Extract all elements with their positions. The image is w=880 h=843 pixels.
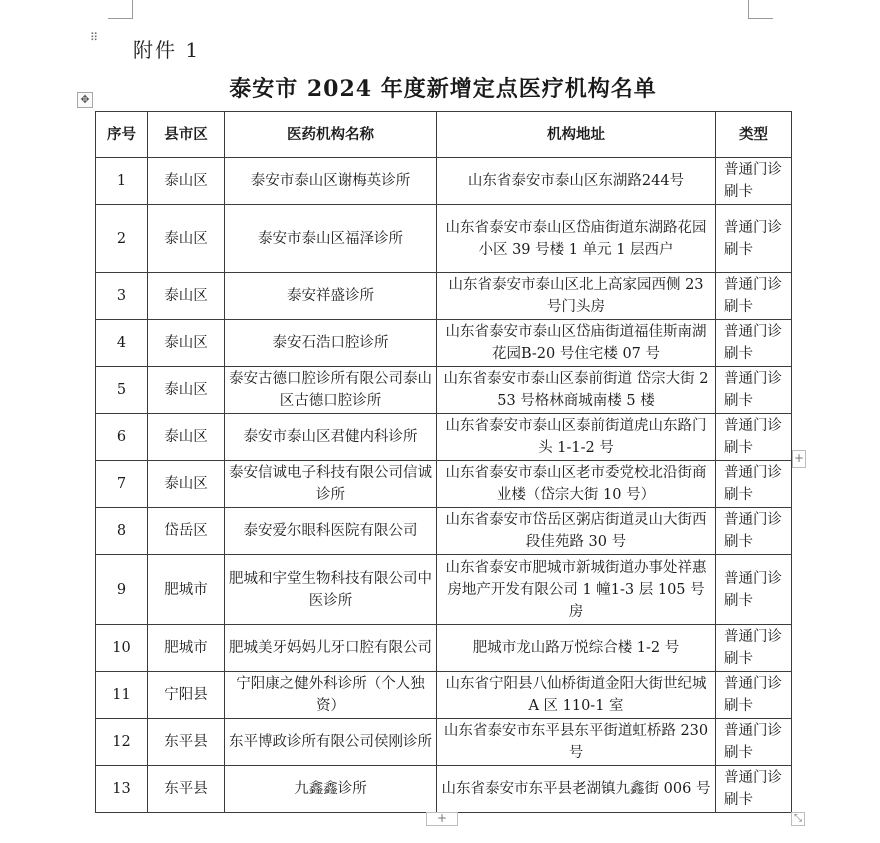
document-title: 泰安市 2024 年度新增定点医疗机构名单: [229, 76, 657, 102]
cell-institution-name: 泰安石浩口腔诊所: [225, 320, 437, 367]
cell-district: 泰山区: [148, 461, 225, 508]
cell-institution-name: 泰安市泰山区君健内科诊所: [225, 414, 437, 461]
cell-institution-name: 宁阳康之健外科诊所（个人独资）: [225, 672, 437, 719]
cell-index: 8: [96, 508, 148, 555]
cell-type: 普通门诊刷卡: [716, 158, 792, 205]
cell-index: 6: [96, 414, 148, 461]
cell-index: 12: [96, 719, 148, 766]
cell-index: 11: [96, 672, 148, 719]
table-row: [96, 414, 792, 461]
cell-institution-name: 泰安古德口腔诊所有限公司泰山区古德口腔诊所: [225, 367, 437, 414]
cell-index: 9: [96, 555, 148, 625]
cell-address: 山东省宁阳县八仙桥街道金阳大街世纪城 A 区 110-1 室: [437, 672, 716, 719]
cell-address: 山东省泰安市岱岳区粥店街道灵山大街西段佳苑路 30 号: [437, 508, 716, 555]
cell-district: 肥城市: [148, 555, 225, 625]
cell-index: 10: [96, 625, 148, 672]
cell-index: 2: [96, 205, 148, 273]
cell-index: 1: [96, 158, 148, 205]
cell-district: 东平县: [148, 766, 225, 813]
cell-address: 山东省泰安市泰山区北上高家园西侧 23 号门头房: [437, 273, 716, 320]
table-row: [96, 719, 792, 766]
attachment-label: 附件 1: [133, 38, 201, 62]
cell-index: 4: [96, 320, 148, 367]
header-cell-index: 序号: [96, 112, 148, 158]
cell-type: 普通门诊刷卡: [716, 766, 792, 813]
table-row: [96, 555, 792, 625]
table-row: [96, 766, 792, 813]
table-row: [96, 205, 792, 273]
cell-district: 东平县: [148, 719, 225, 766]
header-cell-address: 机构地址: [437, 112, 716, 158]
cell-type: 普通门诊刷卡: [716, 625, 792, 672]
table-row: [96, 273, 792, 320]
cell-district: 泰山区: [148, 273, 225, 320]
cell-type: 普通门诊刷卡: [716, 367, 792, 414]
cell-district: 泰山区: [148, 367, 225, 414]
cell-address: 山东省泰安市泰山区东湖路244号: [437, 158, 716, 205]
institution-table: [95, 111, 792, 813]
cell-institution-name: 泰安爱尔眼科医院有限公司: [225, 508, 437, 555]
cell-district: 岱岳区: [148, 508, 225, 555]
header-cell-district: 县市区: [148, 112, 225, 158]
table-row: [96, 461, 792, 508]
cell-index: 3: [96, 273, 148, 320]
table-row: [96, 672, 792, 719]
cell-type: 普通门诊刷卡: [716, 672, 792, 719]
page-margin-corner-top-right: [748, 0, 773, 19]
cell-type: 普通门诊刷卡: [716, 461, 792, 508]
table-body: [96, 158, 792, 813]
cell-address: 山东省泰安市泰山区岱庙街道福佳斯南湖花园B-20 号住宅楼 07 号: [437, 320, 716, 367]
cell-address: 山东省泰安市东平县东平街道虹桥路 230 号: [437, 719, 716, 766]
cell-type: 普通门诊刷卡: [716, 508, 792, 555]
cell-institution-name: 肥城美牙妈妈儿牙口腔有限公司: [225, 625, 437, 672]
cell-address: 山东省泰安市东平县老湖镇九鑫街 006 号: [437, 766, 716, 813]
cell-district: 宁阳县: [148, 672, 225, 719]
table-row: [96, 625, 792, 672]
cell-address: 肥城市龙山路万悦综合楼 1-2 号: [437, 625, 716, 672]
cell-district: 泰山区: [148, 205, 225, 273]
cell-type: 普通门诊刷卡: [716, 320, 792, 367]
add-row-button[interactable]: +: [426, 812, 458, 826]
cell-institution-name: 泰安市泰山区谢梅英诊所: [225, 158, 437, 205]
header-cell-type: 类型: [716, 112, 792, 158]
cell-district: 泰山区: [148, 158, 225, 205]
cell-type: 普通门诊刷卡: [716, 555, 792, 625]
cell-address: 山东省泰安市泰山区老市委党校北沿街商业楼（岱宗大街 10 号）: [437, 461, 716, 508]
add-column-button[interactable]: +: [792, 450, 806, 468]
cell-index: 13: [96, 766, 148, 813]
header-cell-institution-name: 医药机构名称: [225, 112, 437, 158]
cell-institution-name: 泰安市泰山区福泽诊所: [225, 205, 437, 273]
table-resize-handle-icon[interactable]: ⤡: [791, 812, 805, 826]
cell-institution-name: 泰安信诚电子科技有限公司信诚诊所: [225, 461, 437, 508]
cell-type: 普通门诊刷卡: [716, 273, 792, 320]
cell-institution-name: 九鑫鑫诊所: [225, 766, 437, 813]
cell-index: 5: [96, 367, 148, 414]
cell-address: 山东省泰安市泰山区泰前街道 岱宗大街 253 号格林商城南楼 5 楼: [437, 367, 716, 414]
table-row: [96, 158, 792, 205]
cell-institution-name: 泰安祥盛诊所: [225, 273, 437, 320]
table-row: [96, 320, 792, 367]
page-margin-corner-top-left: [108, 0, 133, 19]
cell-type: 普通门诊刷卡: [716, 719, 792, 766]
table-move-handle-icon[interactable]: ✥: [77, 92, 93, 108]
table-header-row: [96, 112, 792, 158]
cell-index: 7: [96, 461, 148, 508]
table-row: [96, 508, 792, 555]
cell-institution-name: 东平博政诊所有限公司侯刚诊所: [225, 719, 437, 766]
cell-address: 山东省泰安市泰山区泰前街道虎山东路门头 1-1-2 号: [437, 414, 716, 461]
cell-type: 普通门诊刷卡: [716, 414, 792, 461]
cell-district: 泰山区: [148, 320, 225, 367]
paragraph-drag-handle-icon[interactable]: ⠿: [90, 31, 100, 44]
cell-district: 肥城市: [148, 625, 225, 672]
cell-type: 普通门诊刷卡: [716, 205, 792, 273]
cell-institution-name: 肥城和宇堂生物科技有限公司中医诊所: [225, 555, 437, 625]
cell-address: 山东省泰安市肥城市新城街道办事处祥惠房地产开发有限公司 1 幢1-3 层 105 号房: [437, 555, 716, 625]
cell-district: 泰山区: [148, 414, 225, 461]
table-row: [96, 367, 792, 414]
cell-address: 山东省泰安市泰山区岱庙街道东湖路花园小区 39 号楼 1 单元 1 层西户: [437, 205, 716, 273]
